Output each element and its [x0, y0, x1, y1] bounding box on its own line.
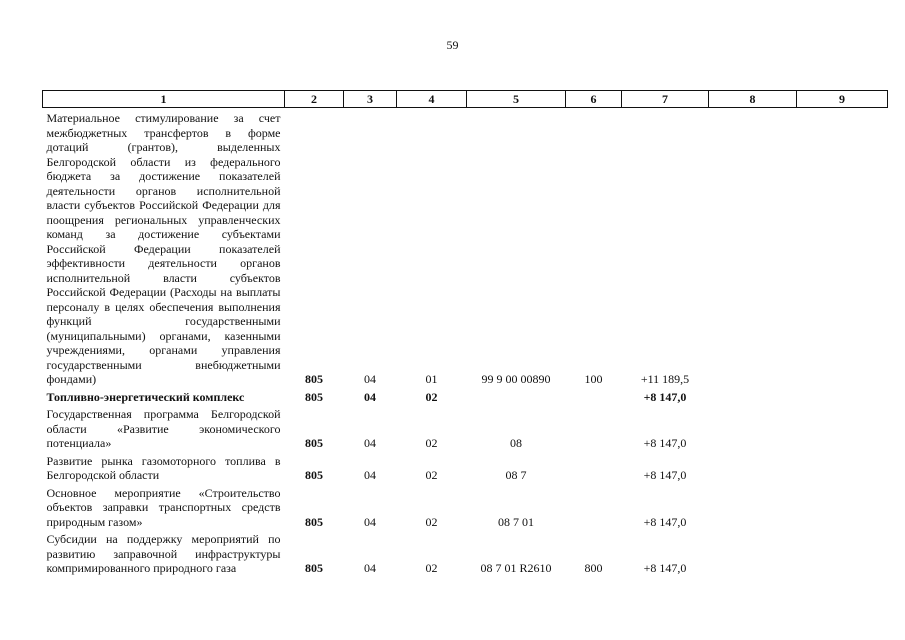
row-name: Топливно-энергетический комплекс	[46, 389, 245, 404]
row-target-article: 08 7 01 R2610	[480, 561, 552, 575]
table-row	[43, 483, 888, 530]
row-col9	[797, 404, 888, 451]
row-expense-type: 800	[584, 561, 603, 575]
column-header-5: 5	[467, 91, 566, 108]
row-target-article	[467, 387, 566, 405]
row-target-article: 08 7 01	[498, 514, 534, 529]
row-subsection: 02	[425, 468, 438, 482]
table-row	[43, 404, 888, 451]
column-header-1: 1	[43, 91, 285, 108]
row-section: 04	[364, 468, 376, 482]
row-section: 04	[364, 389, 376, 404]
row-target-article: 08 7	[505, 468, 527, 482]
row-name: Материальное стимулирование за счет межбюджетных трансфертов в форме дотаций (грантов), выделенных Белгородской области из федерального бюджета за достижение показателей деятельности органов исполнительной власти субъектов Российской Федерации для поощрения региональных управленческих команд за достижение субъектами Российской Федерации показателей эффективности деятельности органов исполнительной власти субъектов Российской Федерации (Расходы на выплаты персоналу в целях обеспечения выполнения функций государственными (муниципальными) органами, казенными учреждениями, органами управления государственными внебюджетными фондами)	[46, 111, 281, 386]
row-section: 04	[364, 436, 376, 450]
row-name: Государственная программа Белгородской области «Развитие экономического потенциала»	[46, 407, 281, 450]
row-expense-type	[566, 483, 622, 530]
row-col8	[709, 529, 797, 576]
row-amount: +8 147,0	[643, 389, 687, 404]
column-header-6: 6	[566, 91, 622, 108]
table-row	[43, 387, 888, 405]
budget-table	[42, 90, 888, 576]
row-ved: 805	[305, 514, 323, 529]
row-expense-type	[566, 404, 622, 451]
column-header-9: 9	[797, 91, 888, 108]
row-subsection: 02	[425, 514, 438, 529]
row-target-article: 99 9 00 00890	[481, 372, 551, 386]
row-amount: +8 147,0	[643, 561, 687, 575]
row-col8	[709, 404, 797, 451]
row-section: 04	[364, 561, 376, 575]
row-section: 04	[364, 372, 376, 386]
row-expense-type: 100	[584, 372, 603, 386]
row-amount: +8 147,0	[643, 514, 687, 529]
row-col8	[709, 387, 797, 405]
table-row	[43, 451, 888, 483]
row-col9	[797, 387, 888, 405]
row-amount: +8 147,0	[643, 468, 687, 482]
row-amount: +8 147,0	[643, 436, 687, 450]
row-ved: 805	[305, 372, 323, 386]
column-header-4: 4	[397, 91, 467, 108]
row-target-article: 08	[510, 436, 522, 450]
row-ved: 805	[305, 389, 323, 404]
row-ved: 805	[305, 436, 323, 450]
row-col9	[797, 451, 888, 483]
column-header-2: 2	[285, 91, 344, 108]
row-section: 04	[364, 514, 376, 529]
page-number: 59	[446, 38, 459, 52]
row-ved: 805	[305, 468, 323, 482]
row-expense-type	[566, 387, 622, 405]
row-col9	[797, 529, 888, 576]
row-col8	[709, 108, 797, 387]
row-col8	[709, 451, 797, 483]
column-header-7: 7	[622, 91, 709, 108]
table-row	[43, 529, 888, 576]
table-header-row	[43, 91, 888, 108]
row-name: Основное мероприятие «Строительство объектов заправки транспортных средств природным газом»	[46, 485, 281, 529]
row-subsection: 02	[425, 436, 438, 450]
row-col9	[797, 483, 888, 530]
row-amount: +11 189,5	[640, 372, 690, 386]
row-subsection: 02	[425, 561, 438, 575]
row-col9	[797, 108, 888, 387]
row-ved: 805	[305, 561, 323, 575]
row-expense-type	[566, 451, 622, 483]
row-subsection: 02	[425, 389, 438, 404]
row-name: Субсидии на поддержку мероприятий по развитию заправочной инфраструктуры компримированного природного газа	[46, 532, 281, 575]
row-subsection: 01	[425, 372, 438, 386]
table-row	[43, 108, 888, 387]
row-name: Развитие рынка газомоторного топлива в Белгородской области	[46, 453, 281, 482]
column-header-3: 3	[344, 91, 397, 108]
row-col8	[709, 483, 797, 530]
column-header-8: 8	[709, 91, 797, 108]
